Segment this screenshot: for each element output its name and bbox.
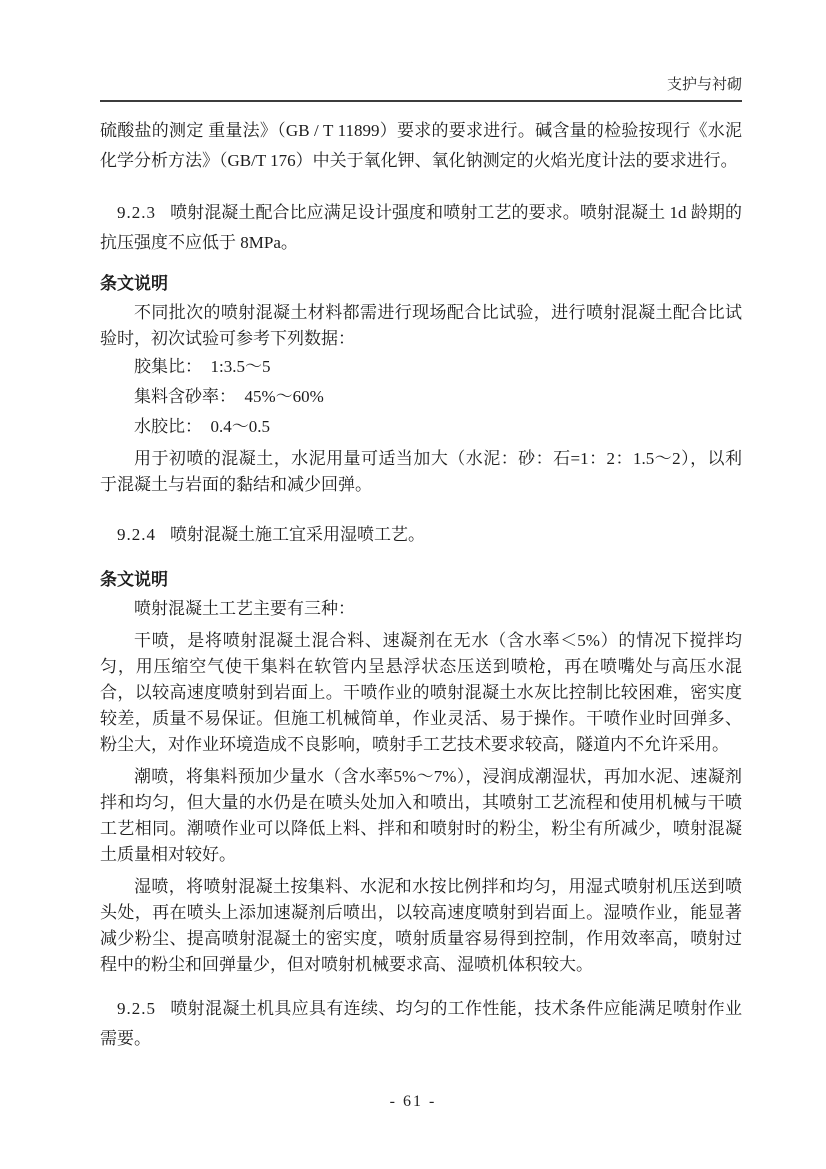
clause-number: 9.2.5 (117, 999, 156, 1018)
clause-number: 9.2.3 (117, 203, 156, 222)
notes2-paragraph-wet-spray: 湿喷，将喷射混凝土按集料、水泥和水按比例拌和均匀，用湿式喷射机压送到喷头处，再在喷头上添加速凝剂后喷出，以较高速度喷射到岩面上。湿喷作业，能显著减少粉尘、提高喷射混凝土的密实度，喷射质量容易得到控制，作用效率高，喷射过程中的粉尘和回弹量少，但对喷射机械要求高、湿喷机体积较大。 (100, 877, 742, 974)
page-number: - 61 - (389, 1093, 437, 1110)
clause-9-2-5 (100, 994, 742, 1054)
header-rule (100, 100, 742, 102)
clause-text: 喷射混凝土施工宜采用湿喷工艺。 (170, 525, 425, 544)
running-head: 支护与衬砌 (666, 76, 742, 93)
notes1-paragraph-2: 用于初喷的混凝土，水泥用量可适当加大（水泥：砂：石=1：2：1.5～2），以利于混凝土与岩面的黏结和减少回弹。 (100, 449, 742, 494)
paragraph-continuation: 硫酸盐的测定 重量法》（GB / T 11899）要求的要求进行。碱含量的检验按现行《水泥化学分析方法》（GB/T 176）中关于氧化钾、氧化钠测定的火焰光度计法的要求进行。 (100, 121, 742, 170)
page-content (100, 76, 742, 1054)
clause-text: 喷射混凝土配合比应满足设计强度和喷射工艺的要求。喷射混凝土 1d 龄期的抗压强度不应低于 8MPa。 (100, 203, 742, 252)
notes-label-2: 条文说明 (100, 570, 168, 589)
notes2-paragraph-dry-spray: 干喷，是将喷射混凝土混合料、速凝剂在无水（含水率＜5%）的情况下搅拌均匀，用压缩空气使干集料在软管内呈悬浮状态压送到喷枪，再在喷嘴处与高压水混合，以较高速度喷射到岩面上。干喷作业的喷射混凝土水灰比控制比较困难，密实度较差，质量不易保证。但施工机械简单，作业灵活、易于操作。干喷作业时回弹多、粉尘大，对作业环境造成不良影响，喷射手工艺技术要求较高，隧道内不允许采用。 (100, 631, 742, 754)
clause-9-2-3 (100, 198, 742, 258)
data-line-sand-ratio: 集料含砂率： 45%～60% (134, 387, 324, 406)
clause-number: 9.2.4 (117, 525, 156, 544)
notes2-paragraph-damp-spray: 潮喷，将集料预加少量水（含水率5%～7%），浸润成潮湿状，再加水泥、速凝剂拌和均匀，但大量的水仍是在喷头处加入和喷出，其喷射工艺流程和使用机械与干喷工艺相同。潮喷作业可以降低上料、拌和和喷射时的粉尘，粉尘有所减少，喷射混凝土质量相对较好。 (100, 767, 742, 864)
data-line-binder-ratio: 胶集比： 1:3.5～5 (134, 357, 271, 376)
data-line-water-ratio: 水胶比： 0.4～0.5 (134, 417, 270, 436)
clause-text: 喷射混凝土机具应具有连续、均匀的工作性能，技术条件应能满足喷射作业需要。 (100, 999, 742, 1048)
notes-label-1: 条文说明 (100, 274, 168, 293)
clause-9-2-4 (100, 520, 742, 550)
notes2-paragraph-1: 喷射混凝土工艺主要有三种： (134, 599, 355, 618)
notes1-paragraph-1: 不同批次的喷射混凝土材料都需进行现场配合比试验，进行喷射混凝土配合比试验时，初次试验可参考下列数据： (100, 303, 742, 348)
